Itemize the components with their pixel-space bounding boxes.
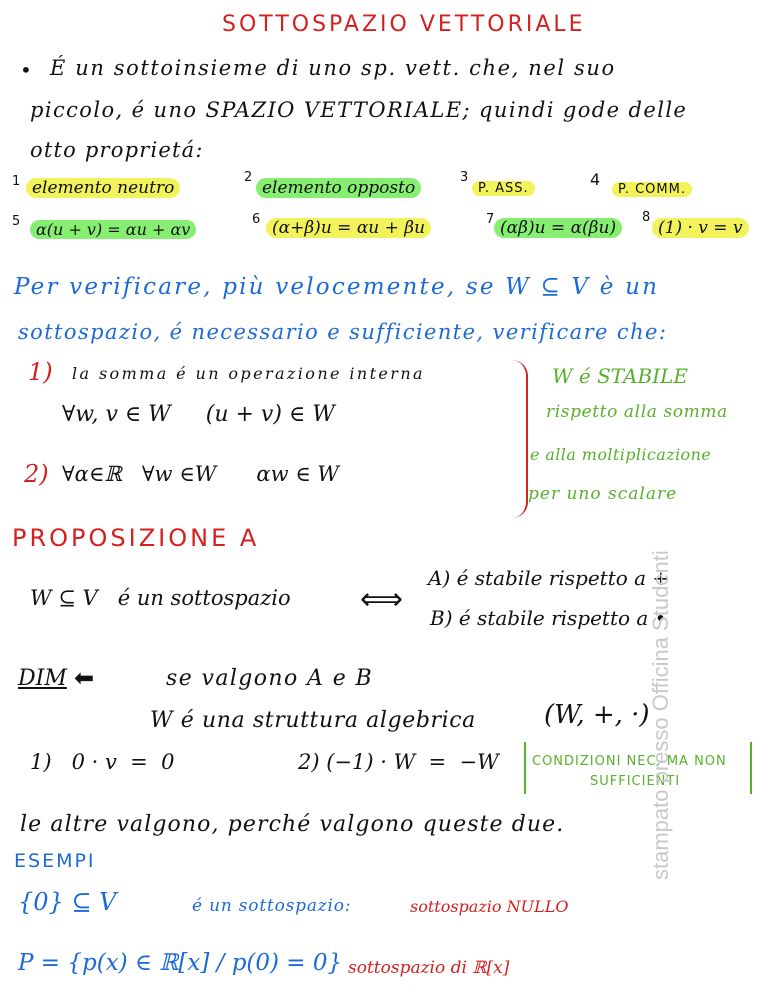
example-1-text: é un sottospazio: [192, 896, 352, 916]
property-item: (α+β)u = αu + βu [266, 218, 431, 238]
proposition-equivalence: ⟺ [360, 582, 404, 617]
property-number: 8 [642, 210, 651, 225]
dim-struct: (W, +, ·) [544, 700, 650, 730]
condition-brace [512, 360, 528, 518]
property-item: P. COMM. [612, 182, 692, 197]
property-item: α(u + v) = αu + αv [30, 220, 196, 239]
property-item: elemento opposto [256, 178, 421, 198]
property-number: 5 [12, 214, 21, 229]
dim-eq-2: 2) (−1) · W = −W [298, 750, 499, 774]
verify-line-2: sottospazio, é necessario e sufficiente, verificare che: [18, 320, 668, 344]
property-item: elemento neutro [26, 178, 180, 198]
intro-line-1: É un sottoinsieme di uno sp. vett. che, nel suo [50, 56, 616, 80]
example-2-formula: P = {p(x) ∈ ℝ[x] / p(0) = 0} [18, 950, 343, 976]
watermark: stampato presso Officina Studenti [648, 550, 673, 880]
proposition-left: W ⊆ V é un sottospazio [30, 586, 291, 610]
property-number: 6 [252, 212, 261, 227]
proposition-a: A) é stabile rispetto a + [428, 566, 670, 590]
verify-line-1: Per verificare, più velocemente, se W ⊆ V è un [14, 274, 660, 300]
condition-1-formula: ∀w, v ∈ W (u + v) ∈ W [62, 402, 335, 427]
note-bracket-right [742, 742, 752, 794]
property-number: 2 [244, 170, 253, 185]
intro-bullet: • [20, 58, 32, 82]
stable-line-4: per uno scalare [528, 484, 678, 504]
condition-1-label: 1) [28, 358, 53, 386]
dim-label: DIM [18, 666, 67, 691]
dim-line-3: le altre valgono, perché valgono queste due. [20, 812, 565, 837]
stable-line-2: rispetto alla somma [546, 402, 728, 422]
proposition-title: PROPOSIZIONE A [12, 524, 260, 552]
stable-line-3: e alla moltiplicazione [530, 445, 712, 464]
condition-2-formula: ∀α∈ℝ ∀w ∈W αw ∈ W [62, 462, 340, 486]
example-2-name: sottospazio di ℝ[x] [348, 958, 510, 978]
property-item: (αβ)u = α(βu) [494, 218, 622, 238]
page-title: SOTTOSPAZIO VETTORIALE [222, 12, 586, 37]
examples-title: ESEMPI [14, 850, 96, 872]
dim-arrow-icon: ⬅ [74, 664, 95, 692]
dim-line-2: W é una struttura algebrica [150, 708, 476, 733]
dim-eq-1: 1) 0 · v = 0 [30, 750, 175, 774]
property-item: P. ASS. [472, 181, 535, 196]
condition-2-label: 2) [24, 460, 49, 488]
stable-line-1: W é STABILE [552, 364, 688, 388]
dim-line-1: se valgono A e B [166, 666, 374, 691]
intro-line-3: otto proprietá: [30, 138, 204, 162]
property-number: 3 [460, 170, 469, 185]
intro-line-2: piccolo, é uno SPAZIO VETTORIALE; quindi gode delle [30, 98, 688, 122]
property-number: 7 [486, 212, 495, 227]
note-line-2: SUFFICIENTI [590, 774, 681, 789]
property-number: 1 [12, 174, 21, 189]
property-item: (1) · v = v [652, 218, 749, 238]
condition-1-text: la somma é un operazione interna [72, 364, 425, 383]
note-line-1: CONDIZIONI NEC. MA NON [532, 754, 727, 769]
property-number: 4 [590, 170, 601, 189]
example-1-formula: {0} ⊆ V [18, 888, 117, 916]
proposition-b: B) é stabile rispetto a • [430, 606, 667, 630]
example-1-name: sottospazio NULLO [410, 897, 569, 916]
